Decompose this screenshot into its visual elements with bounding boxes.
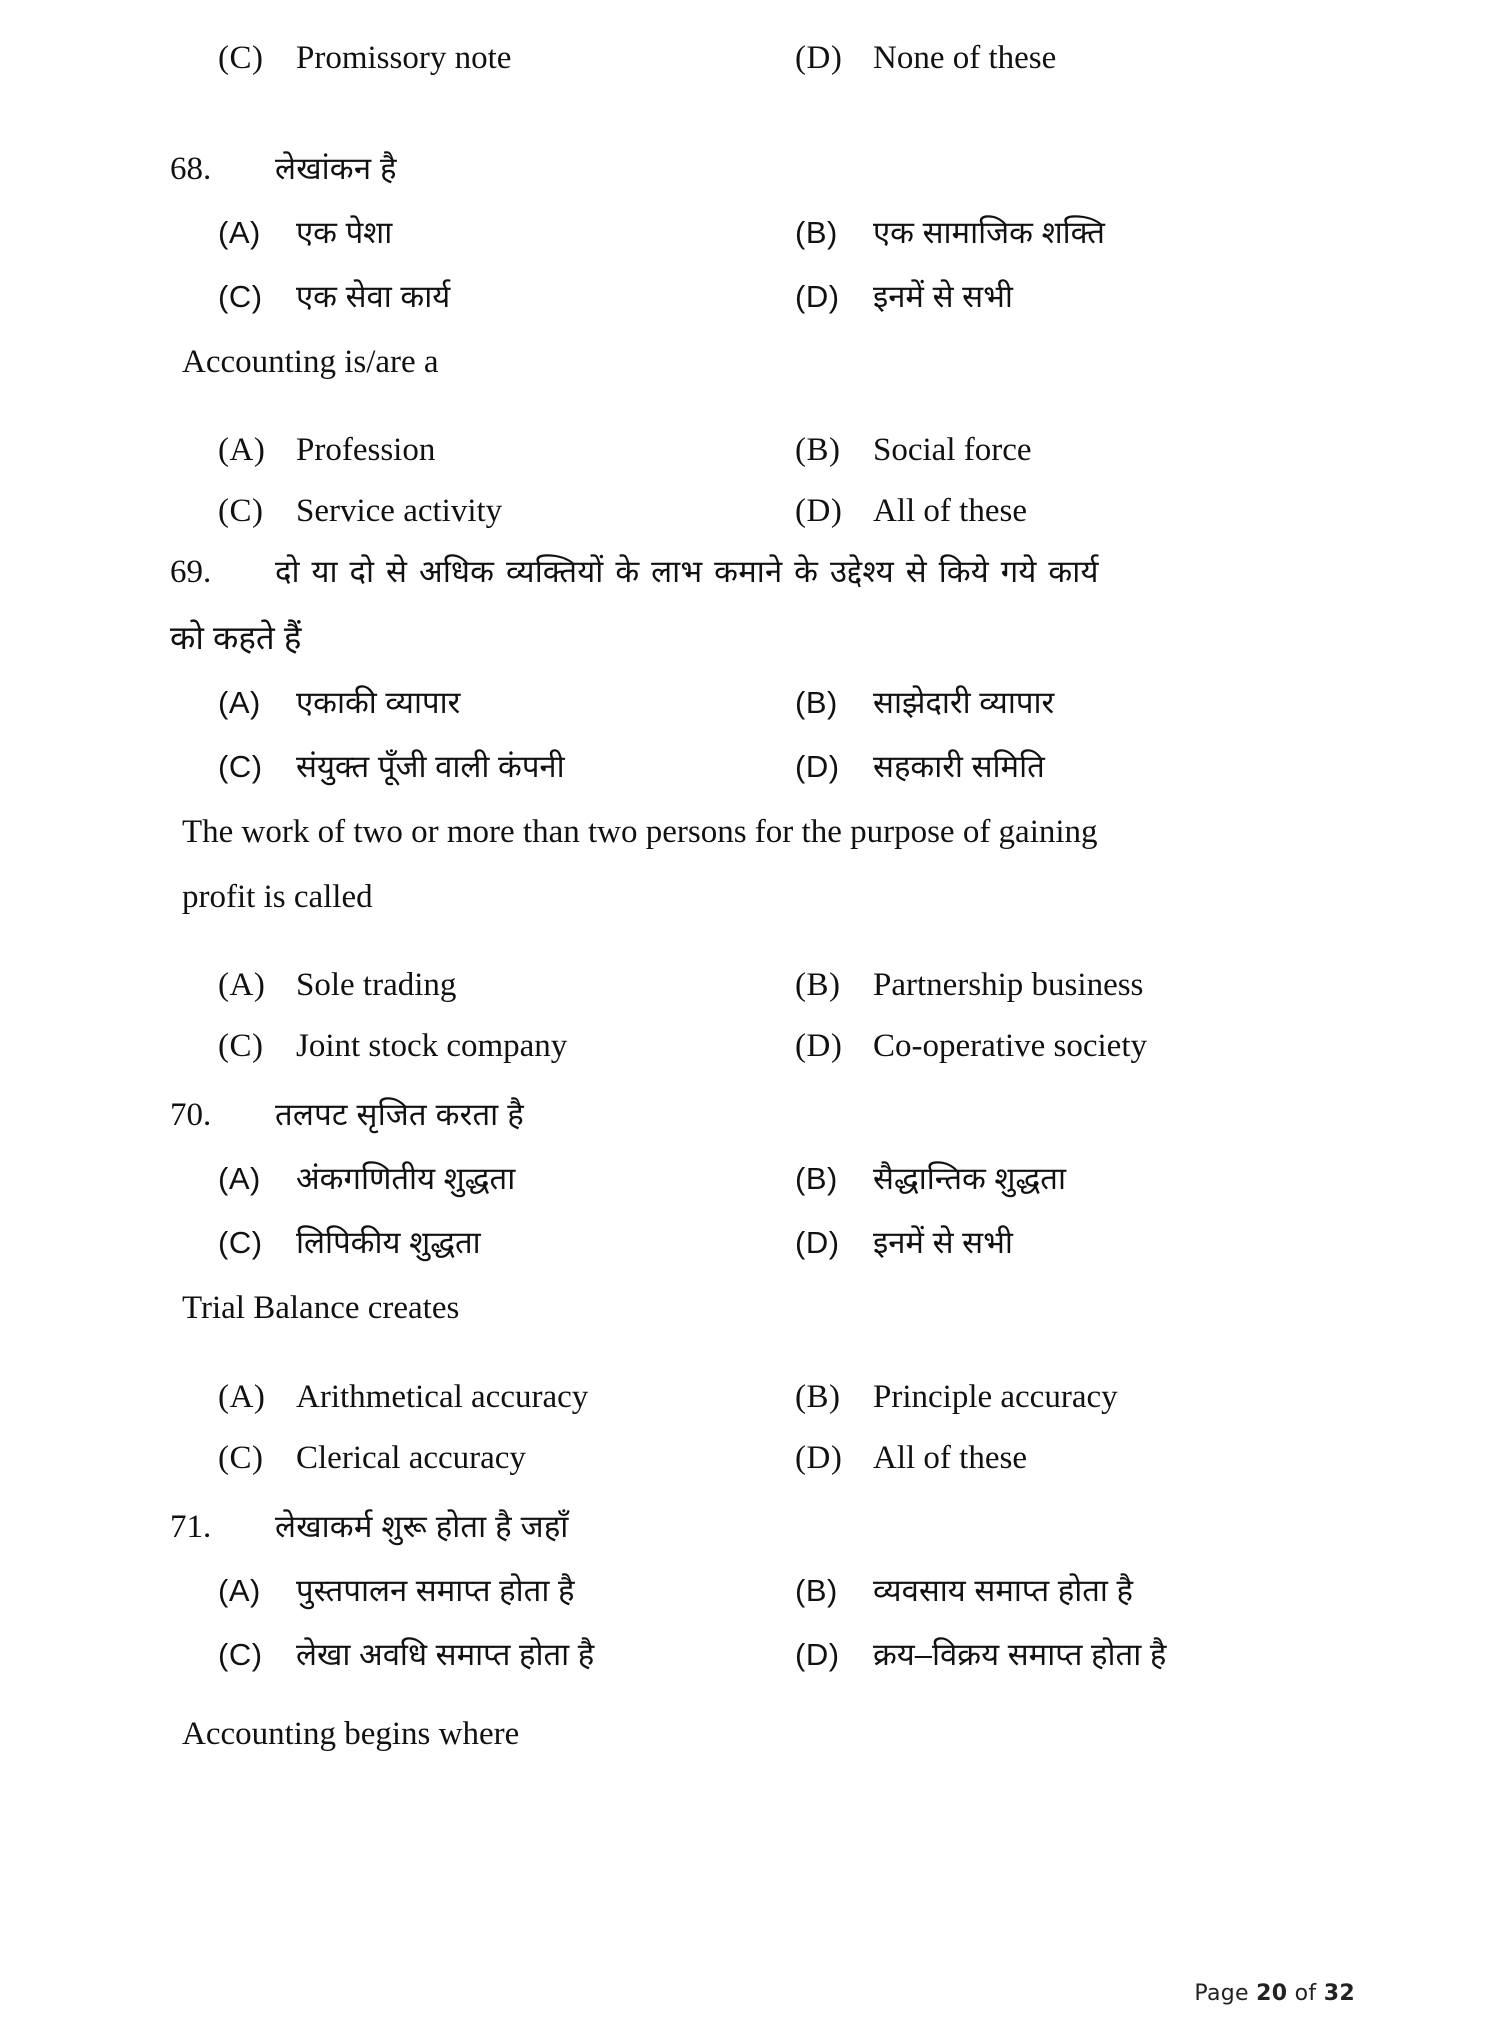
option-69-en-a bbox=[170, 967, 765, 1004]
option-71-hi-d bbox=[765, 1633, 1360, 1675]
question-71-options-hindi-row-1 bbox=[170, 1569, 1360, 1611]
option-text: Co-operative society bbox=[873, 1028, 1147, 1065]
option-68-hi-b bbox=[765, 211, 1360, 253]
option-70-en-a bbox=[170, 1379, 765, 1416]
option-71-hi-a bbox=[170, 1569, 765, 1611]
question-71-stem-english: Accounting begins where bbox=[182, 1715, 520, 1752]
option-text: Joint stock company bbox=[296, 1028, 568, 1065]
option-label: (C) bbox=[218, 1636, 263, 1672]
option-text: लेखा अवधि समाप्त होता है bbox=[296, 1636, 595, 1672]
option-text: सहकारी समिति bbox=[873, 749, 1045, 785]
option-continued-c bbox=[170, 40, 765, 77]
option-68-hi-a bbox=[170, 211, 765, 253]
spacer bbox=[170, 923, 1360, 943]
option-70-en-c bbox=[170, 1440, 765, 1477]
question-stem-text: तलपट सृजित करता है bbox=[275, 1097, 524, 1133]
option-label: (A) bbox=[218, 685, 261, 721]
option-label: (C) bbox=[218, 749, 263, 785]
option-71-hi-b bbox=[765, 1569, 1360, 1611]
option-label: (B) bbox=[795, 1378, 841, 1415]
question-number: 69. bbox=[170, 554, 212, 591]
option-70-hi-d bbox=[765, 1221, 1360, 1263]
option-69-hi-d bbox=[765, 745, 1360, 787]
question-68-options-hindi-row-2 bbox=[170, 275, 1360, 317]
option-68-hi-d bbox=[765, 275, 1360, 317]
spacer bbox=[170, 77, 1360, 147]
option-68-en-d bbox=[765, 493, 1360, 530]
option-70-hi-c bbox=[170, 1221, 765, 1263]
option-text: All of these bbox=[873, 493, 1027, 530]
question-69-options-english-row-2 bbox=[170, 1028, 1360, 1065]
option-label: (B) bbox=[795, 432, 841, 469]
option-label: (D) bbox=[795, 1028, 843, 1065]
option-label: (D) bbox=[795, 749, 840, 785]
spacer bbox=[170, 787, 1360, 807]
option-69-hi-a bbox=[170, 681, 765, 723]
question-69-stem-english-line-2: profit is called bbox=[182, 879, 373, 916]
spacer bbox=[170, 1675, 1360, 1709]
option-text: क्रय–विक्रय समाप्त होता है bbox=[873, 1636, 1167, 1672]
option-69-en-c bbox=[170, 1028, 765, 1065]
option-text: इनमें से सभी bbox=[873, 1225, 1013, 1261]
question-68-stem-english: Accounting is/are a bbox=[182, 344, 439, 380]
option-label: (C) bbox=[218, 40, 264, 76]
spacer bbox=[170, 388, 1360, 408]
option-68-en-b bbox=[765, 432, 1360, 469]
option-text: Social force bbox=[873, 432, 1032, 469]
question-70-stem-hindi bbox=[170, 1093, 1360, 1135]
option-row-continued bbox=[170, 40, 1360, 77]
option-label: (D) bbox=[795, 493, 843, 530]
option-label: (A) bbox=[218, 1572, 261, 1608]
option-69-en-d bbox=[765, 1028, 1360, 1065]
option-label: (C) bbox=[218, 1028, 264, 1065]
option-70-en-b bbox=[765, 1379, 1360, 1416]
question-70-stem-english: Trial Balance creates bbox=[182, 1290, 460, 1327]
question-70-options-hindi-row-1 bbox=[170, 1157, 1360, 1199]
option-label: (C) bbox=[218, 1225, 263, 1261]
option-68-hi-c bbox=[170, 275, 765, 317]
option-text: Service activity bbox=[296, 493, 503, 530]
option-text: लिपिकीय शुद्धता bbox=[296, 1225, 481, 1261]
question-stem-text: दो या दो से अधिक व्यक्तियों के लाभ कमाने के उद्देश्य से किये गये कार्य bbox=[275, 554, 1099, 590]
option-70-en-d bbox=[765, 1440, 1360, 1477]
spacer bbox=[170, 1477, 1360, 1487]
question-69-options-english-row-1 bbox=[170, 967, 1360, 1004]
option-68-en-a bbox=[170, 432, 765, 469]
question-70-options-hindi-row-2 bbox=[170, 1221, 1360, 1263]
option-label: (A) bbox=[218, 1378, 266, 1415]
question-stem-text: लेखांकन है bbox=[275, 151, 397, 186]
option-69-hi-b bbox=[765, 681, 1360, 723]
option-69-hi-c bbox=[170, 745, 765, 787]
option-70-hi-b bbox=[765, 1157, 1360, 1199]
question-70-options-english-row-2 bbox=[170, 1440, 1360, 1477]
option-label: (A) bbox=[218, 432, 266, 469]
option-text: व्यवसाय समाप्त होता है bbox=[873, 1572, 1134, 1608]
question-71-stem-hindi bbox=[170, 1505, 1360, 1547]
option-label: (A) bbox=[218, 967, 266, 1004]
option-text: साझेदारी व्यापार bbox=[873, 685, 1055, 721]
option-label: (B) bbox=[795, 1161, 838, 1197]
option-label: (B) bbox=[795, 967, 841, 1004]
option-68-en-c bbox=[170, 493, 765, 530]
option-label: (C) bbox=[218, 1439, 264, 1476]
option-text: Clerical accuracy bbox=[296, 1439, 526, 1476]
option-label: (B) bbox=[795, 1572, 838, 1608]
option-text: इनमें से सभी bbox=[873, 279, 1013, 314]
option-label: (B) bbox=[795, 685, 838, 721]
footer-middle: of bbox=[1287, 1981, 1324, 2006]
option-text: Profession bbox=[296, 432, 436, 469]
question-stem-text: लेखाकर्म शुरू होता है जहाँ bbox=[275, 1508, 569, 1544]
question-number: 71. bbox=[170, 1508, 212, 1545]
question-68-options-hindi-row-1 bbox=[170, 211, 1360, 253]
option-text: Partnership business bbox=[873, 967, 1144, 1004]
option-label: (D) bbox=[795, 1439, 843, 1476]
option-71-hi-c bbox=[170, 1633, 765, 1675]
option-text: एक सामाजिक शक्ति bbox=[873, 215, 1105, 250]
spacer bbox=[170, 1263, 1360, 1283]
option-label: (A) bbox=[218, 1161, 261, 1197]
question-71-options-hindi-row-2 bbox=[170, 1633, 1360, 1675]
option-text: पुस्तपालन समाप्त होता है bbox=[296, 1572, 575, 1608]
question-68-stem-hindi bbox=[170, 147, 1360, 189]
option-continued-d bbox=[765, 40, 1360, 77]
question-68-options-english-row-1 bbox=[170, 432, 1360, 469]
option-label: (D) bbox=[795, 1225, 840, 1261]
option-text: एक पेशा bbox=[296, 215, 393, 250]
option-text: एक सेवा कार्य bbox=[296, 279, 451, 314]
option-text: Arithmetical accuracy bbox=[296, 1378, 589, 1415]
option-label: (A) bbox=[218, 215, 261, 250]
option-label: (D) bbox=[795, 279, 840, 314]
footer-current-page: 20 bbox=[1256, 1981, 1288, 2006]
option-text: अंकगणितीय शुद्धता bbox=[296, 1161, 516, 1197]
option-text: एकाकी व्यापार bbox=[296, 685, 461, 721]
option-text: All of these bbox=[873, 1439, 1027, 1476]
option-text: Promissory note bbox=[296, 40, 512, 76]
spacer bbox=[170, 1335, 1360, 1355]
spacer bbox=[170, 317, 1360, 337]
option-label: (C) bbox=[218, 493, 264, 530]
question-70-options-english-row-1 bbox=[170, 1379, 1360, 1416]
question-69-stem-hindi-line-1 bbox=[170, 550, 1360, 592]
spacer bbox=[170, 1065, 1360, 1075]
footer-total-pages: 32 bbox=[1323, 1981, 1355, 2006]
question-69-stem-hindi-line-2: को कहते हैं bbox=[170, 619, 302, 657]
question-number: 68. bbox=[170, 151, 212, 187]
question-number: 70. bbox=[170, 1097, 212, 1134]
question-69-options-hindi-row-1 bbox=[170, 681, 1360, 723]
option-text: सैद्धान्तिक शुद्धता bbox=[873, 1161, 1066, 1197]
option-70-hi-a bbox=[170, 1157, 765, 1199]
option-label: (D) bbox=[795, 40, 843, 76]
question-69-options-hindi-row-2 bbox=[170, 745, 1360, 787]
question-68-options-english-row-2 bbox=[170, 493, 1360, 530]
option-label: (C) bbox=[218, 279, 263, 314]
option-69-en-b bbox=[765, 967, 1360, 1004]
option-text: संयुक्त पूँजी वाली कंपनी bbox=[296, 749, 565, 785]
option-text: Principle accuracy bbox=[873, 1378, 1118, 1415]
question-69-stem-english-line-1: The work of two or more than two persons for the purpose of gaining bbox=[182, 814, 1098, 851]
option-text: None of these bbox=[873, 40, 1057, 76]
option-label: (D) bbox=[795, 1636, 840, 1672]
option-label: (B) bbox=[795, 215, 838, 250]
footer-prefix: Page bbox=[1194, 1981, 1257, 2006]
spacer bbox=[170, 530, 1360, 550]
page-footer bbox=[1194, 1981, 1355, 2006]
option-text: Sole trading bbox=[296, 967, 457, 1004]
